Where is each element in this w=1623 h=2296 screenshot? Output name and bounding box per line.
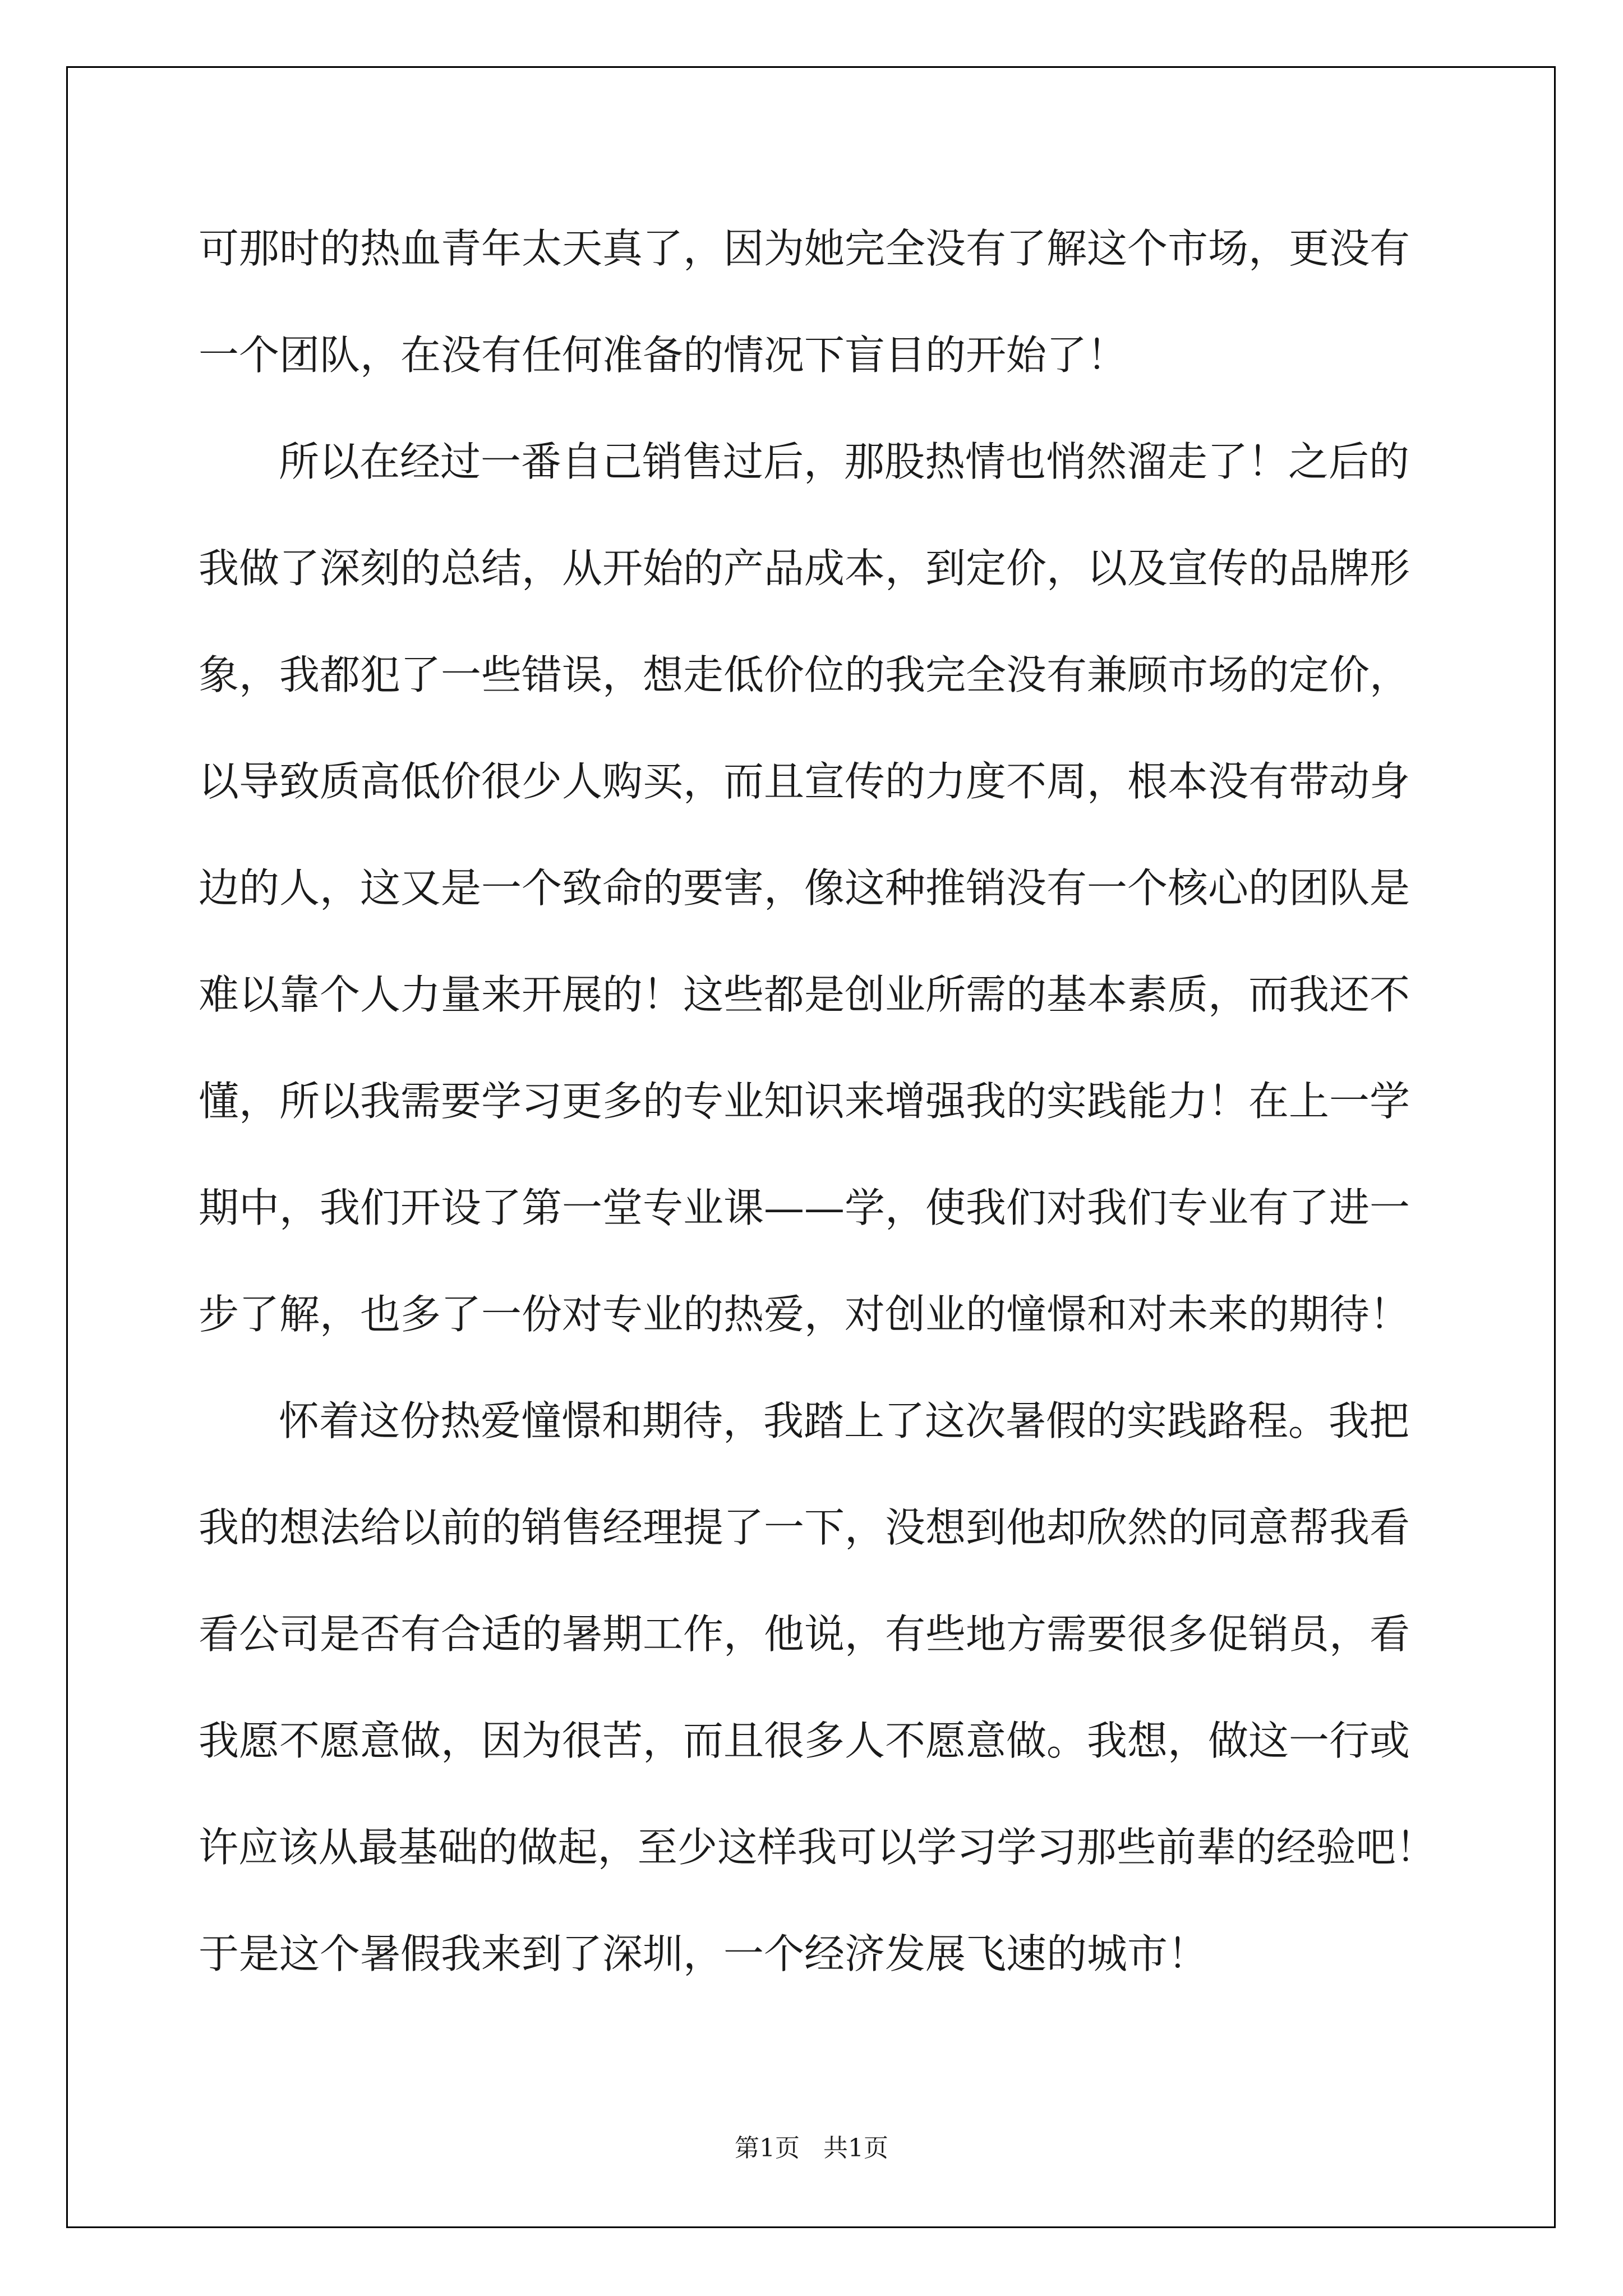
text-line-6: 以导致质高低价很少人购买，而且宣传的力度不周，根本没有带动身 <box>199 758 1410 805</box>
text-line-17: 于是这个暑假我来到了深圳，一个经济发展飞速的城市！ <box>199 1930 1209 1977</box>
text-line-13: 我的想法给以前的销售经理提了一下，没想到他却欣然的同意帮我看 <box>199 1504 1410 1551</box>
text-line-7: 边的人，这又是一个致命的要害，像这种推销没有一个核心的团队是 <box>199 864 1410 912</box>
text-line-8: 难以靠个人力量来开展的！这些都是创业所需的基本素质，而我还不 <box>199 971 1410 1018</box>
text-line-9: 懂，所以我需要学习更多的专业知识来增强我的实践能力！在上一学 <box>199 1078 1410 1125</box>
page-border <box>66 66 1556 2228</box>
text-line-4: 我做了深刻的总结，从开始的产品成本，到定价，以及宣传的品牌形 <box>199 545 1410 592</box>
text-line-14: 看公司是否有合适的暑期工作，他说，有些地方需要很多促销员，看 <box>199 1611 1410 1658</box>
text-line-2: 一个团队，在没有任何准备的情况下盲目的开始了！ <box>199 332 1128 379</box>
text-line-10: 期中，我们开设了第一堂专业课——学，使我们对我们专业有了进一 <box>199 1184 1410 1231</box>
text-line-11: 步了解，也多了一份对专业的热爱，对创业的憧憬和对未来的期待！ <box>199 1291 1410 1338</box>
text-line-3: 所以在经过一番自己销售过后，那股热情也悄然溜走了！之后的 <box>279 438 1410 485</box>
text-line-1: 可那时的热血青年太天真了，因为她完全没有了解这个市场，更没有 <box>199 225 1410 272</box>
text-line-5: 象，我都犯了一些错误，想走低价位的我完全没有兼顾市场的定价， <box>199 651 1410 698</box>
text-line-16: 许应该从最基础的做起，至少这样我可以学习学习那些前辈的经验吧！ <box>199 1824 1436 1871</box>
page-number-footer: 第1页 共1页 <box>735 2134 888 2162</box>
text-line-15: 我愿不愿意做，因为很苦，而且很多人不愿意做。我想，做这一行或 <box>199 1717 1410 1764</box>
text-line-12: 怀着这份热爱憧憬和期待，我踏上了这次暑假的实践路程。我把 <box>279 1397 1410 1444</box>
